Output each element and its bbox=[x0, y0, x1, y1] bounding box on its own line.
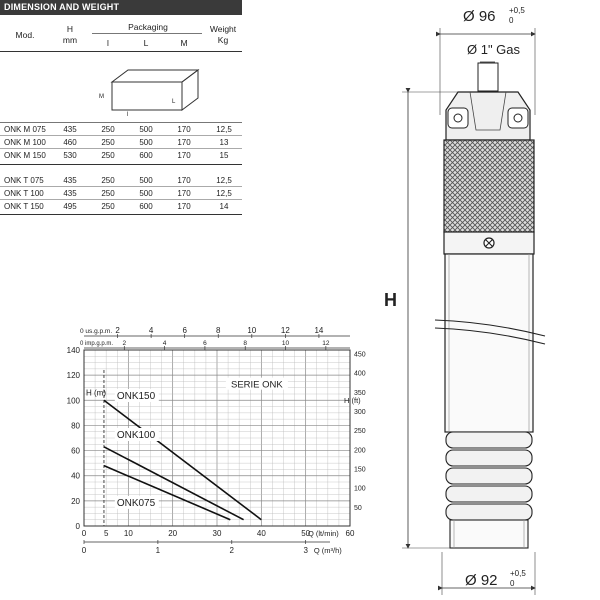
header-mod: Mod. bbox=[15, 30, 35, 40]
row-pack-m: 170 bbox=[177, 138, 191, 147]
m3h-tick-label: 3 bbox=[303, 546, 308, 555]
usgpm-tick-label: 14 bbox=[314, 326, 324, 335]
row-rule bbox=[0, 199, 242, 200]
header-h: H bbox=[66, 24, 74, 34]
pump-body bbox=[445, 254, 533, 432]
row-pack-l-small: 250 bbox=[101, 189, 115, 198]
top-diameter-tolerance: +0,5 bbox=[509, 6, 525, 15]
y-tick-label: 140 bbox=[66, 346, 80, 355]
y-tick-label: 60 bbox=[71, 446, 80, 456]
row-pack-m: 170 bbox=[177, 176, 191, 185]
y-right-tick-label: 250 bbox=[354, 428, 366, 436]
series-line-onk075 bbox=[104, 466, 230, 520]
header-pack-l-small: l bbox=[107, 38, 109, 48]
y-tick-label: 20 bbox=[71, 496, 80, 506]
y-right-tick-label: 350 bbox=[354, 389, 366, 397]
impgpm-tick-label: 6 bbox=[203, 340, 207, 347]
x-tick-label: 5 bbox=[103, 529, 109, 538]
row-model: ONK M 075 bbox=[4, 125, 46, 134]
bottom-diameter-label: Ø 92 bbox=[465, 572, 498, 589]
row-rule bbox=[0, 135, 242, 136]
x-tick-label: 40 bbox=[256, 529, 266, 538]
row-model: ONK M 100 bbox=[4, 138, 46, 147]
row-pack-l-small: 250 bbox=[101, 151, 115, 160]
group-divider bbox=[0, 164, 242, 165]
header-weight: Weight bbox=[209, 24, 237, 34]
m3h-axis-label: Q (m³/h) bbox=[313, 546, 342, 555]
y-right-tick-label: 200 bbox=[354, 447, 366, 455]
box-label-m: M bbox=[99, 94, 104, 100]
row-model: ONK T 075 bbox=[4, 176, 44, 185]
pump-dimension-drawing bbox=[380, 0, 600, 600]
height-label: H bbox=[384, 290, 397, 310]
y-axis-label: H (m) bbox=[86, 388, 106, 398]
row-weight: 14 bbox=[219, 202, 229, 211]
row-rule-top bbox=[0, 122, 242, 123]
x-tick-label: 60 bbox=[345, 529, 355, 538]
y-right-tick-label: 100 bbox=[354, 485, 366, 493]
row-weight: 15 bbox=[219, 151, 229, 160]
row-pack-l-big: 600 bbox=[139, 151, 153, 160]
usgpm-tick-label: 8 bbox=[216, 326, 221, 335]
usgpm-tick-label: 12 bbox=[280, 326, 290, 335]
x-tick-label: 50 bbox=[301, 529, 311, 538]
series-label-onk150: ONK150 bbox=[116, 391, 156, 403]
row-weight: 12,5 bbox=[216, 176, 232, 185]
row-pack-l-small: 250 bbox=[101, 125, 115, 134]
header-pack-l-big: L bbox=[143, 38, 149, 48]
box-label-l-small: l bbox=[127, 112, 129, 118]
table-bottom-rule bbox=[0, 214, 242, 215]
y-tick-label: 40 bbox=[71, 471, 80, 481]
dimension-weight-table bbox=[0, 0, 242, 220]
header-bottom-rule bbox=[0, 51, 242, 52]
series-label-onk075: ONK075 bbox=[116, 497, 156, 509]
row-h: 435 bbox=[63, 176, 77, 185]
outlet-label: Ø 1" Gas bbox=[467, 42, 521, 57]
x-tick-label: 0 bbox=[81, 529, 87, 538]
pump-ribbed-base bbox=[446, 432, 532, 548]
y-right-tick-label: 300 bbox=[354, 409, 366, 417]
row-h: 495 bbox=[63, 202, 77, 211]
header-h-unit: mm bbox=[62, 35, 78, 45]
inlet-screen bbox=[444, 140, 534, 232]
box-label-l-big: L bbox=[172, 99, 176, 105]
row-h: 460 bbox=[63, 138, 77, 147]
row-weight: 12,5 bbox=[216, 125, 232, 134]
impgpm-tick-label: 10 bbox=[281, 340, 290, 347]
header-weight-unit: Kg bbox=[217, 35, 229, 45]
series-label-onk100: ONK100 bbox=[116, 430, 156, 441]
y-tick-label: 80 bbox=[71, 421, 80, 431]
bottom-diameter-tolerance-low: 0 bbox=[510, 579, 515, 588]
y-right-tick-label: 400 bbox=[354, 370, 366, 378]
x-tick-label: 30 bbox=[212, 529, 222, 538]
x-tick-label: 20 bbox=[168, 529, 178, 538]
row-pack-m: 170 bbox=[177, 125, 191, 134]
row-h: 530 bbox=[63, 151, 77, 160]
packaging-box-drawing bbox=[100, 68, 210, 116]
y-tick-label: 100 bbox=[66, 396, 80, 406]
mount-hole-left bbox=[448, 108, 468, 128]
impgpm-tick-label: 8 bbox=[243, 340, 248, 347]
row-pack-l-big: 600 bbox=[139, 202, 153, 211]
y-right-tick-label: 450 bbox=[354, 351, 366, 359]
chart-labels bbox=[67, 326, 366, 555]
impgpm-axis-label: 0 imp.g.p.m. bbox=[80, 341, 114, 347]
row-pack-l-small: 250 bbox=[101, 176, 115, 185]
y-right-tick-label: 50 bbox=[354, 504, 362, 512]
m3h-tick-label: 2 bbox=[229, 546, 235, 555]
row-h: 435 bbox=[63, 125, 77, 134]
usgpm-tick-label: 6 bbox=[182, 326, 187, 335]
packaging-divider bbox=[92, 33, 202, 34]
row-model: ONK M 150 bbox=[4, 151, 46, 160]
chart-title: SERIE ONK bbox=[230, 379, 283, 391]
row-pack-l-big: 500 bbox=[139, 138, 153, 147]
impgpm-tick-label: 4 bbox=[162, 340, 167, 347]
usgpm-tick-label: 10 bbox=[247, 326, 257, 335]
bottom-diameter-tolerance: +0,5 bbox=[510, 569, 526, 578]
row-weight: 13 bbox=[219, 138, 229, 147]
row-pack-m: 170 bbox=[177, 202, 191, 211]
header-pack-m: M bbox=[180, 38, 188, 48]
usgpm-axis-label: 0 us.g.p.m. bbox=[80, 328, 113, 335]
row-rule bbox=[0, 148, 242, 149]
m3h-tick-label: 1 bbox=[155, 546, 161, 555]
table-title: DIMENSION AND WEIGHT bbox=[4, 2, 120, 12]
row-rule bbox=[0, 186, 242, 187]
row-pack-l-big: 500 bbox=[139, 176, 153, 185]
row-model: ONK T 100 bbox=[4, 189, 44, 198]
x-axis-label: Q (lt/min) bbox=[307, 529, 339, 538]
y-right-tick-label: 150 bbox=[354, 466, 366, 474]
row-pack-m: 170 bbox=[177, 151, 191, 160]
mount-hole-right bbox=[508, 108, 528, 128]
x-tick-label: 10 bbox=[123, 529, 133, 538]
performance-chart bbox=[60, 322, 370, 562]
top-diameter-label: Ø 96 bbox=[463, 8, 496, 25]
row-pack-l-big: 500 bbox=[139, 189, 153, 198]
y-tick-label: 120 bbox=[66, 371, 80, 381]
header-packaging: Packaging bbox=[128, 22, 168, 32]
row-pack-l-small: 250 bbox=[101, 202, 115, 211]
row-h: 435 bbox=[63, 189, 77, 198]
outlet-fitting bbox=[478, 63, 498, 91]
m3h-tick-label: 0 bbox=[81, 546, 87, 555]
row-pack-m: 170 bbox=[177, 189, 191, 198]
top-diameter-tolerance-low: 0 bbox=[509, 16, 514, 25]
usgpm-tick-label: 2 bbox=[115, 326, 120, 335]
impgpm-tick-label: 12 bbox=[322, 340, 330, 347]
row-weight: 12,5 bbox=[216, 189, 232, 198]
y-right-axis-label: H (ft) bbox=[344, 395, 361, 405]
row-pack-l-big: 500 bbox=[139, 125, 153, 134]
row-model: ONK T 150 bbox=[4, 202, 44, 211]
usgpm-tick-label: 4 bbox=[148, 326, 154, 335]
table-title-bar bbox=[0, 0, 242, 15]
y-tick-label: 0 bbox=[75, 522, 80, 531]
row-pack-l-small: 250 bbox=[101, 138, 115, 147]
impgpm-tick-label: 2 bbox=[122, 340, 127, 347]
